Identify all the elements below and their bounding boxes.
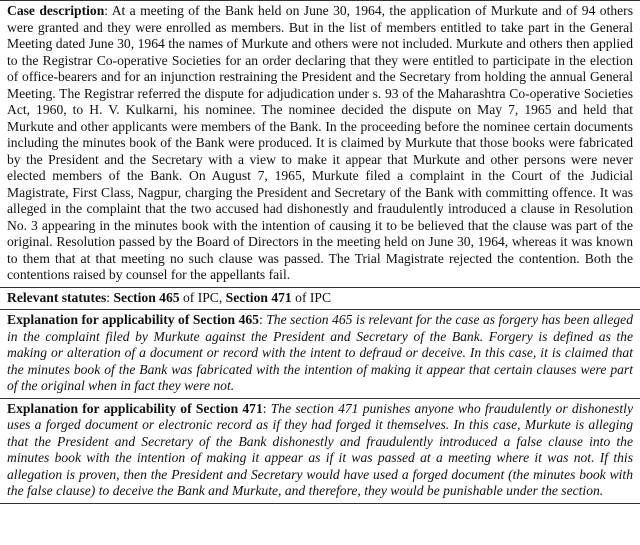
statute-act: of IPC (295, 289, 332, 305)
bottom-rule (0, 503, 640, 504)
explanation-block-471: Explanation for applicability of Section 471: The section 471 punishes anyone who fraudulently or dishonestly uses a forged document or electronic record as if they had forged it themselves. In this case, Murkute is alleging that the President and Secretary of the Bank dishonestly and fraudulently introduced a false clause into the minutes book with the intention of making it appear as if it was passed at a meeting where it was not. If this allegation is proven, then the President and Secretary would have used a forged document (the minutes book with the false clause) to deceive the Bank and Murkute, and therefore, they would be punishable under the section. (7, 400, 633, 498)
case-description-text: At a meeting of the Bank held on June 30, 1964, the application of Murkute and of 94 others were granted and they were enrolled as members. But in the list of members entitled to take part in the General Meeting dated June 30, 1964 the names of Murkute and others were not included. Murkute and others then applied to the Registrar Co-operative Societies for an order declaring that they were entitled to participate in the election of office-bearers and for an injunction restraining the President and the Secretary from holding the annual General Meeting. The Registrar referred the dispute for adjudication under s. 93 of the Maharashtra Co-operative Societies Act, 1960, to H. V. Kulkarni, his nominee. The nominee decided the dispute on May 7, 1965 and held that Murkute and other applicants were members of the Bank. In the proceeding before the nominee certain documents including the minutes book of the Bank were produced. It is claimed by Murkute that those books were fabricated by the President and the Secretary with a view to make it appear that Murkute and other persons were never elected members of the Bank. On August 7, 1965, Murkute filed a complaint in the Court of the Judicial Magistrate, First Class, Nagpur, charging the President and Secretary of the Bank with committing offence. It was alleged in the complaint that the two accused had dishonestly and fraudulently introduced a clause in Resolution No. 3 appearing in the minutes book with the intention of causing it to be believed that the clause was part of the original. Resolution passed by the Board of Directors in the meeting held on June 30, 1964, whereas it was known to them that at that meeting no such clause was passed. The Trial Magistrate rejected the contention. Both the contentions raised by counsel for the appellants fail. (7, 3, 633, 282)
statute-act: of IPC (182, 289, 219, 305)
case-description-block: Case description: At a meeting of the Bank held on June 30, 1964, the application of Murkute and of 94 others were granted and they were enrolled as members. But in the list of members entitled to take part in the General Meeting dated June 30, 1964 the names of Murkute and others were not included. Murkute and others then applied to the Registrar Co-operative Societies for an order declaring that they were entitled to participate in the election of office-bearers and for an injunction restraining the President and the Secretary from holding the annual General Meeting. The Registrar referred the dispute for adjudication under s. 93 of the Maharashtra Co-operative Societies Act, 1960, to H. V. Kulkarni, his nominee. The nominee decided the dispute on May 7, 1965 and held that Murkute and other applicants were members of the Bank. In the proceeding before the nominee certain documents including the minutes book of the Bank were produced. It is claimed by Murkute that those books were fabricated by the President and the Secretary with a view to make it appear that Murkute and other persons were never elected members of the Bank. On August 7, 1965, Murkute filed a complaint in the Court of the Judicial Magistrate, First Class, Nagpur, charging the President and Secretary of the Bank with committing offence. It was alleged in the complaint that the two accused had dishonestly and fraudulently introduced a clause in Resolution No. 3 appearing in the minutes book with the intention of causing it to be believed that the clause was part of the original. Resolution passed by the Board of Directors in the meeting held on June 30, 1964, whereas it was known to them that at that meeting no such clause was passed. The Trial Magistrate rejected the contention. Both the contentions raised by counsel for the appellants fail. (7, 3, 633, 282)
explanation-block-465: Explanation for applicability of Section 465: The section 465 is relevant for the case as forgery has been alleged in the complaint filed by Murkute against the President and Secretary of the Bank. Forgery is defined as the making or alteration of a document or record with the intent to defraud or deceive. In this case, it is claimed that the minutes book of the Bank was fabricated with the intention of making it appear that certain clauses were part of the original when in fact they were not. (7, 312, 633, 393)
explanation-text: The section 471 punishes anyone who fraudulently or dishonestly uses a forged document or electronic record as if they had forged it themselves. In this case, Murkute is alleging that the President and Secretary of the Bank dishonestly and fraudulently introduced a false clause into the minutes book with the intention of making it appear as if it was passed at a meeting where it was not. If this allegation is proven, then the President and Secretary would have used a forged document (the minutes book with the false clause) to deceive the Bank and Murkute, and therefore, they would be punishable under the section. (7, 400, 633, 498)
relevant-statutes-label: Relevant statutes (7, 289, 107, 305)
relevant-statutes-block: Relevant statutes: Section 465 of IPC, Section 471 of IPC (7, 289, 332, 305)
explanation-text: The section 465 is relevant for the case as forgery has been alleged in the complaint filed by Murkute against the President and Secretary of the Bank. Forgery is defined as the making or alteration of a document or record with the intent to defraud or deceive. In this case, it is claimed that the minutes book of the Bank was fabricated with the intention of making it appear that certain clauses were part of the original when in fact they were not. (7, 312, 633, 393)
case-description-label: Case description (7, 3, 105, 18)
statute-section: Section 465 (113, 289, 180, 305)
explanation-label: Explanation for applicability of Section 471 (7, 400, 263, 416)
statute-section: Section 471 (225, 289, 292, 305)
explanation-label: Explanation for applicability of Section 465 (7, 312, 259, 327)
